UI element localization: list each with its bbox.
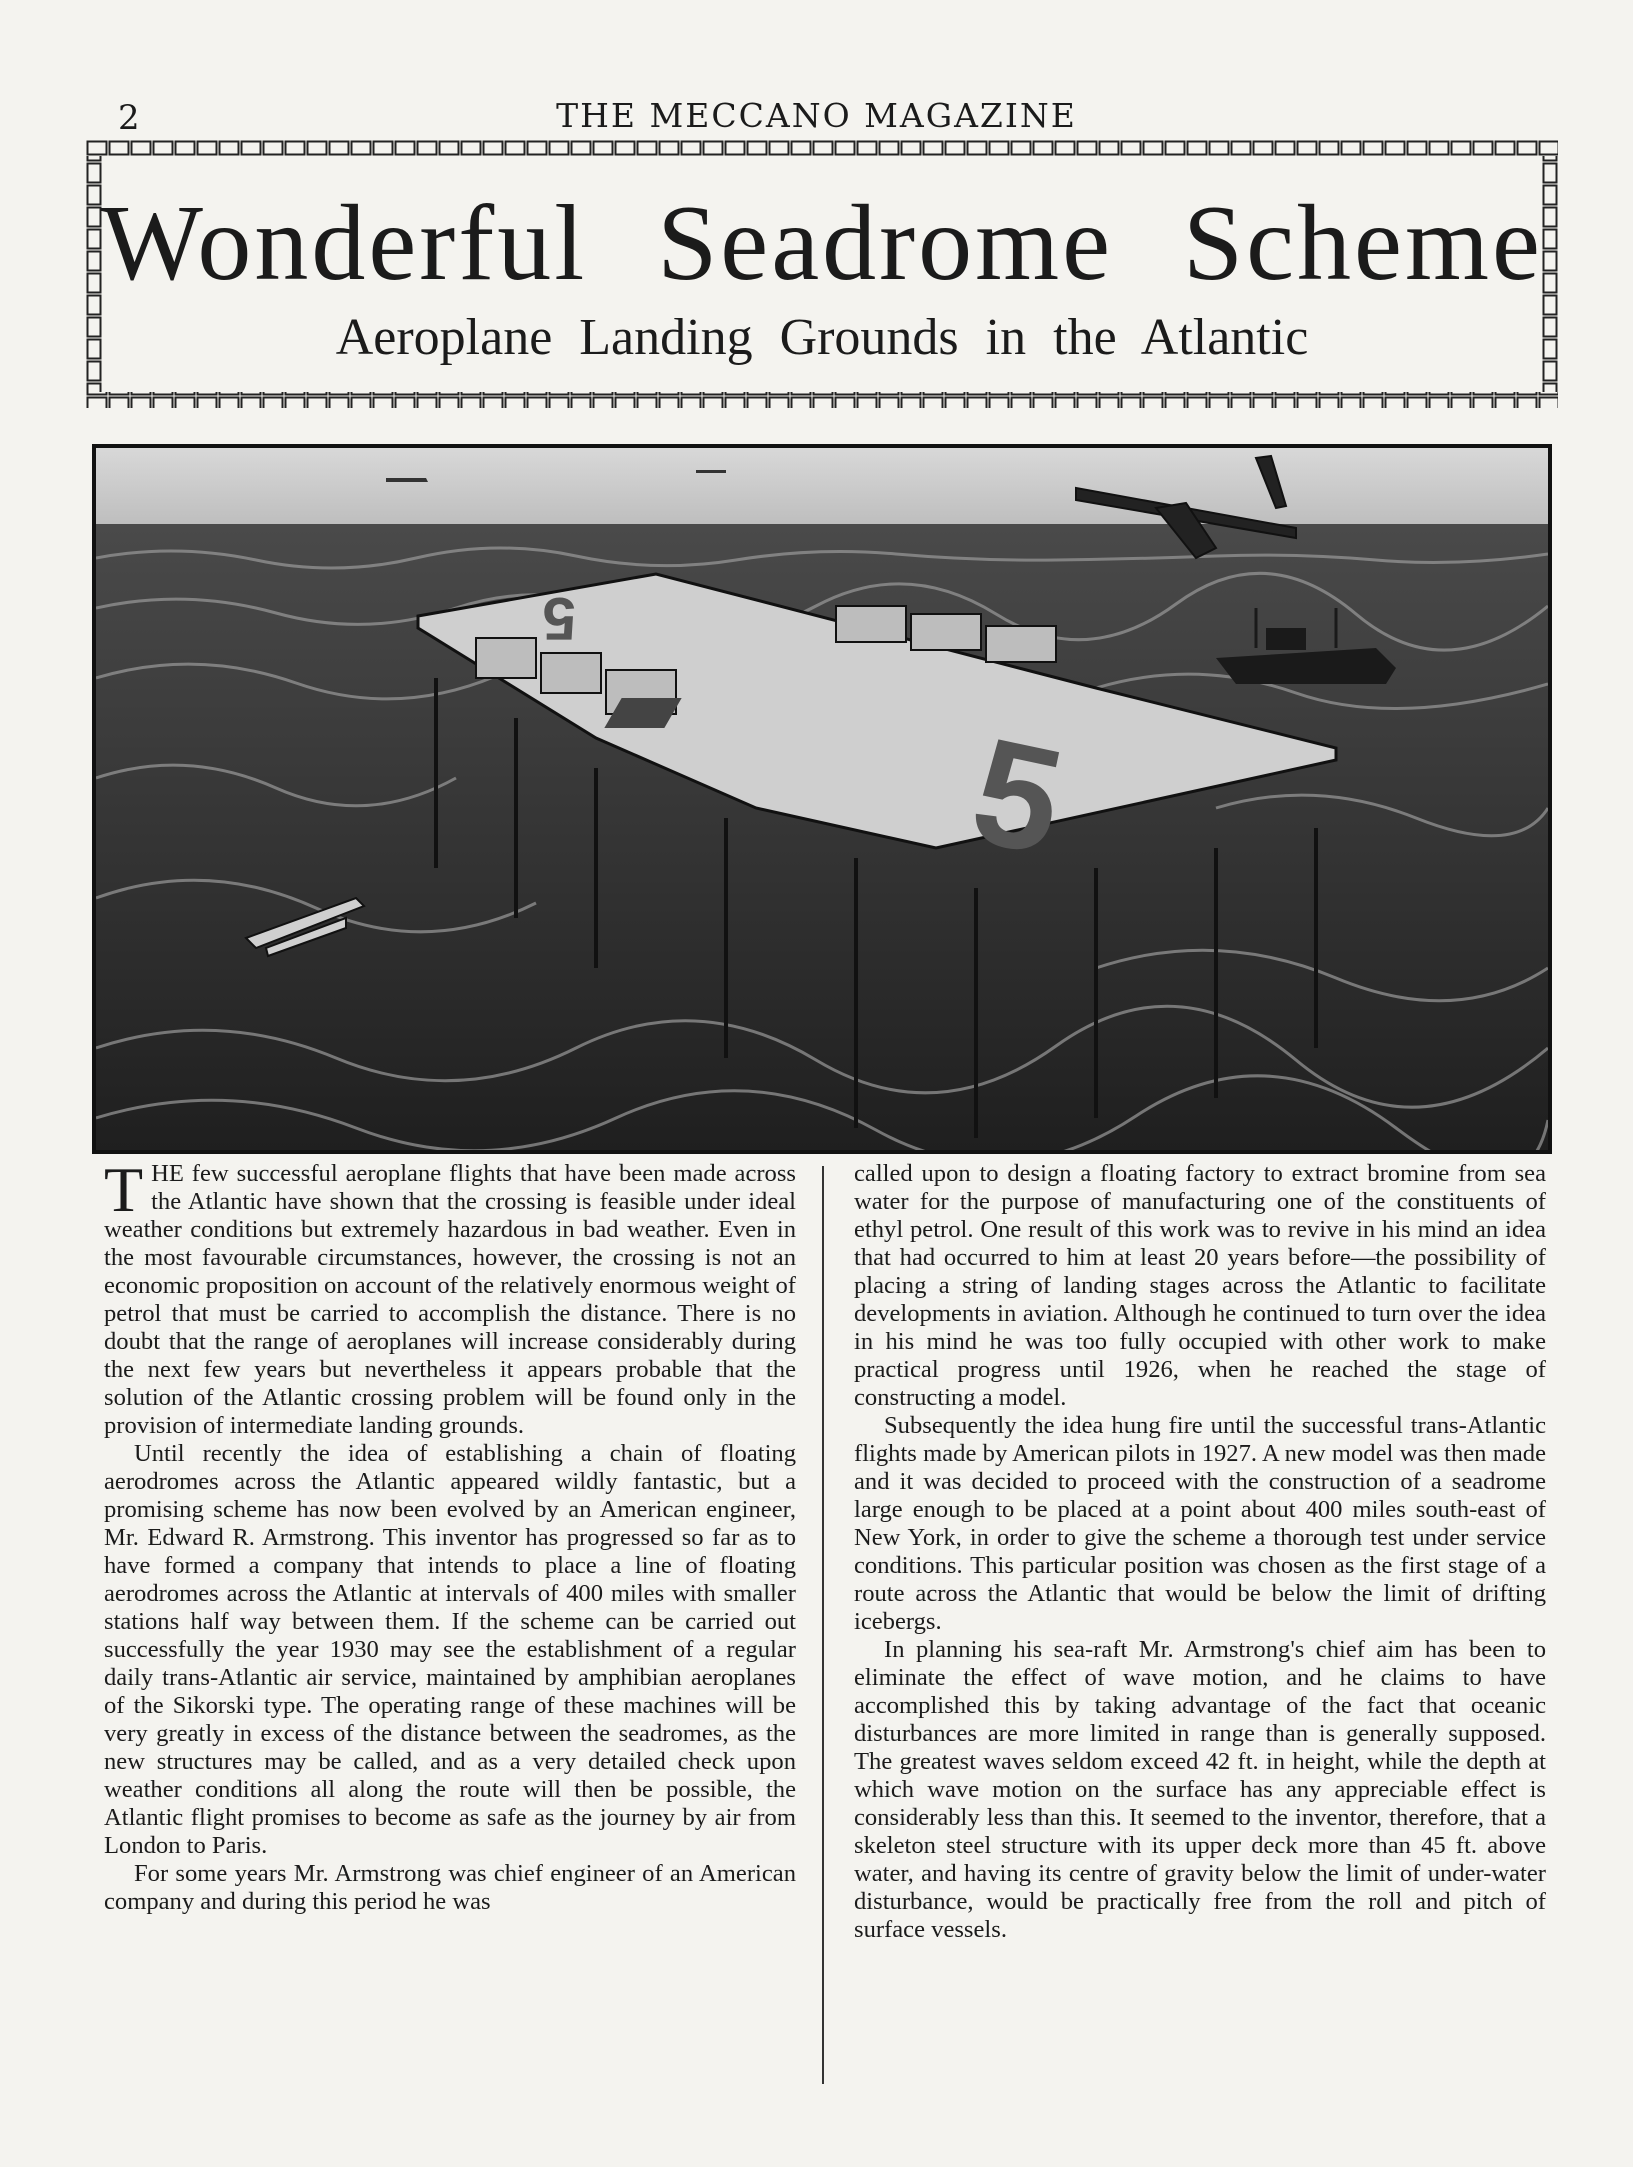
paragraph-6: In planning his sea-raft Mr. Armstrong's chief aim has been to eliminate the effect of wave motion, and he claims to have accomplished this by taking advantage of the fact that oceanic disturbances are more limited in range than is generally supposed. The greatest waves seldom exceed 42 ft. in height, while the depth at which wave motion on the surface has any appreciable effect is considerably less than this. It seemed to the inventor, therefore, that a skeleton steel structure with its upper deck more than 45 ft. above water, and having its centre of gravity below the limit of under-water disturbance, would be practically free from the roll and pitch of surface vessels. — [854, 1636, 1546, 1943]
magazine-title: THE MECCANO MAGAZINE — [556, 96, 1077, 135]
subheadline: Aeroplane Landing Grounds in the Atlantic — [335, 309, 1309, 366]
deck-number-far: 5 — [542, 585, 576, 652]
paragraph-5: Subsequently the idea hung fire until the successful trans-Atlantic flights made by American pilots in 1927. A new model was then made and it was decided to proceed with the construction of a seadrome large enough to be placed at a point about 400 miles south-east of New York, in order to give the scheme a thorough test under service conditions. This particular position was chosen as the first stage of a route across the Atlantic that would be below the limit of drifting icebergs. — [854, 1412, 1546, 1635]
article-body — [104, 1154, 1546, 2090]
title-box — [86, 140, 1558, 408]
column-divider — [822, 1166, 824, 2084]
paragraph-2: Until recently the idea of establishing a chain of floating aerodromes across the Atlantic appeared wildly fantastic, but a promising scheme has now been evolved by an American engineer, Mr. Edward R. Armstrong. This inventor has progressed so far as to have formed a company that intends to place a line of floating aerodromes across the Atlantic at intervals of 400 miles with smaller stations half way between them. If the scheme can be carried out successfully the year 1930 may see the establishment of a regular daily trans-Atlantic air service, maintained by amphibian aeroplanes of the Sikorski type. The operating range of these machines will be very greatly in excess of the distance between the seadromes, as the new structures may be called, and as a very detailed check upon weather conditions all along the route will then be possible, the Atlantic flight promises to become as safe as the journey by air from London to Paris. — [104, 1440, 796, 1859]
paragraph-3: For some years Mr. Armstrong was chief engineer of an American company and during this period he was — [104, 1860, 796, 1915]
article-column-right — [854, 1160, 1546, 1944]
sky — [96, 448, 1548, 528]
seadrome-illustration — [92, 444, 1552, 1154]
page-number: 2 — [118, 98, 140, 138]
paragraph-4: called upon to design a floating factory to extract bromine from sea water for the purpose of manufacturing one of the constituents of ethyl petrol. One result of this work was to revive in his mind an idea that had occurred to him at least 20 years before—the possibility of placing a string of landing stages across the Atlantic to facilitate developments in aviation. Although he continued to turn over the idea in his mind he was too fully occupied with other work to make practical progress until 1926, when he reached the stage of constructing a model. — [854, 1160, 1546, 1411]
paragraph-1 — [104, 1154, 796, 1440]
seadrome-drawing — [96, 448, 1548, 1150]
drop-cap: T — [104, 1154, 144, 1225]
headline: Wonderful Seadrome Scheme — [101, 184, 1543, 303]
paragraph-1-text: HE few successful aeroplane flights that have been made across the Atlantic have shown that the crossing is feasible under ideal weather conditions but extremely hazardous in bad weather. Even in the most favourable circumstances, however, the crossing is not an economic proposition on account of the relatively enormous weight of petrol that must be carried to accomplish the distance. There is no doubt that the range of aeroplanes will increase considerably during the next few years but nevertheless it appears probable that the solution of the Atlantic crossing problem will be found only in the provision of intermediate landing grounds. — [104, 1160, 796, 1439]
article-column-left — [104, 1154, 796, 1916]
running-head — [80, 92, 1553, 142]
deck-number-near: 5 — [959, 704, 1076, 887]
